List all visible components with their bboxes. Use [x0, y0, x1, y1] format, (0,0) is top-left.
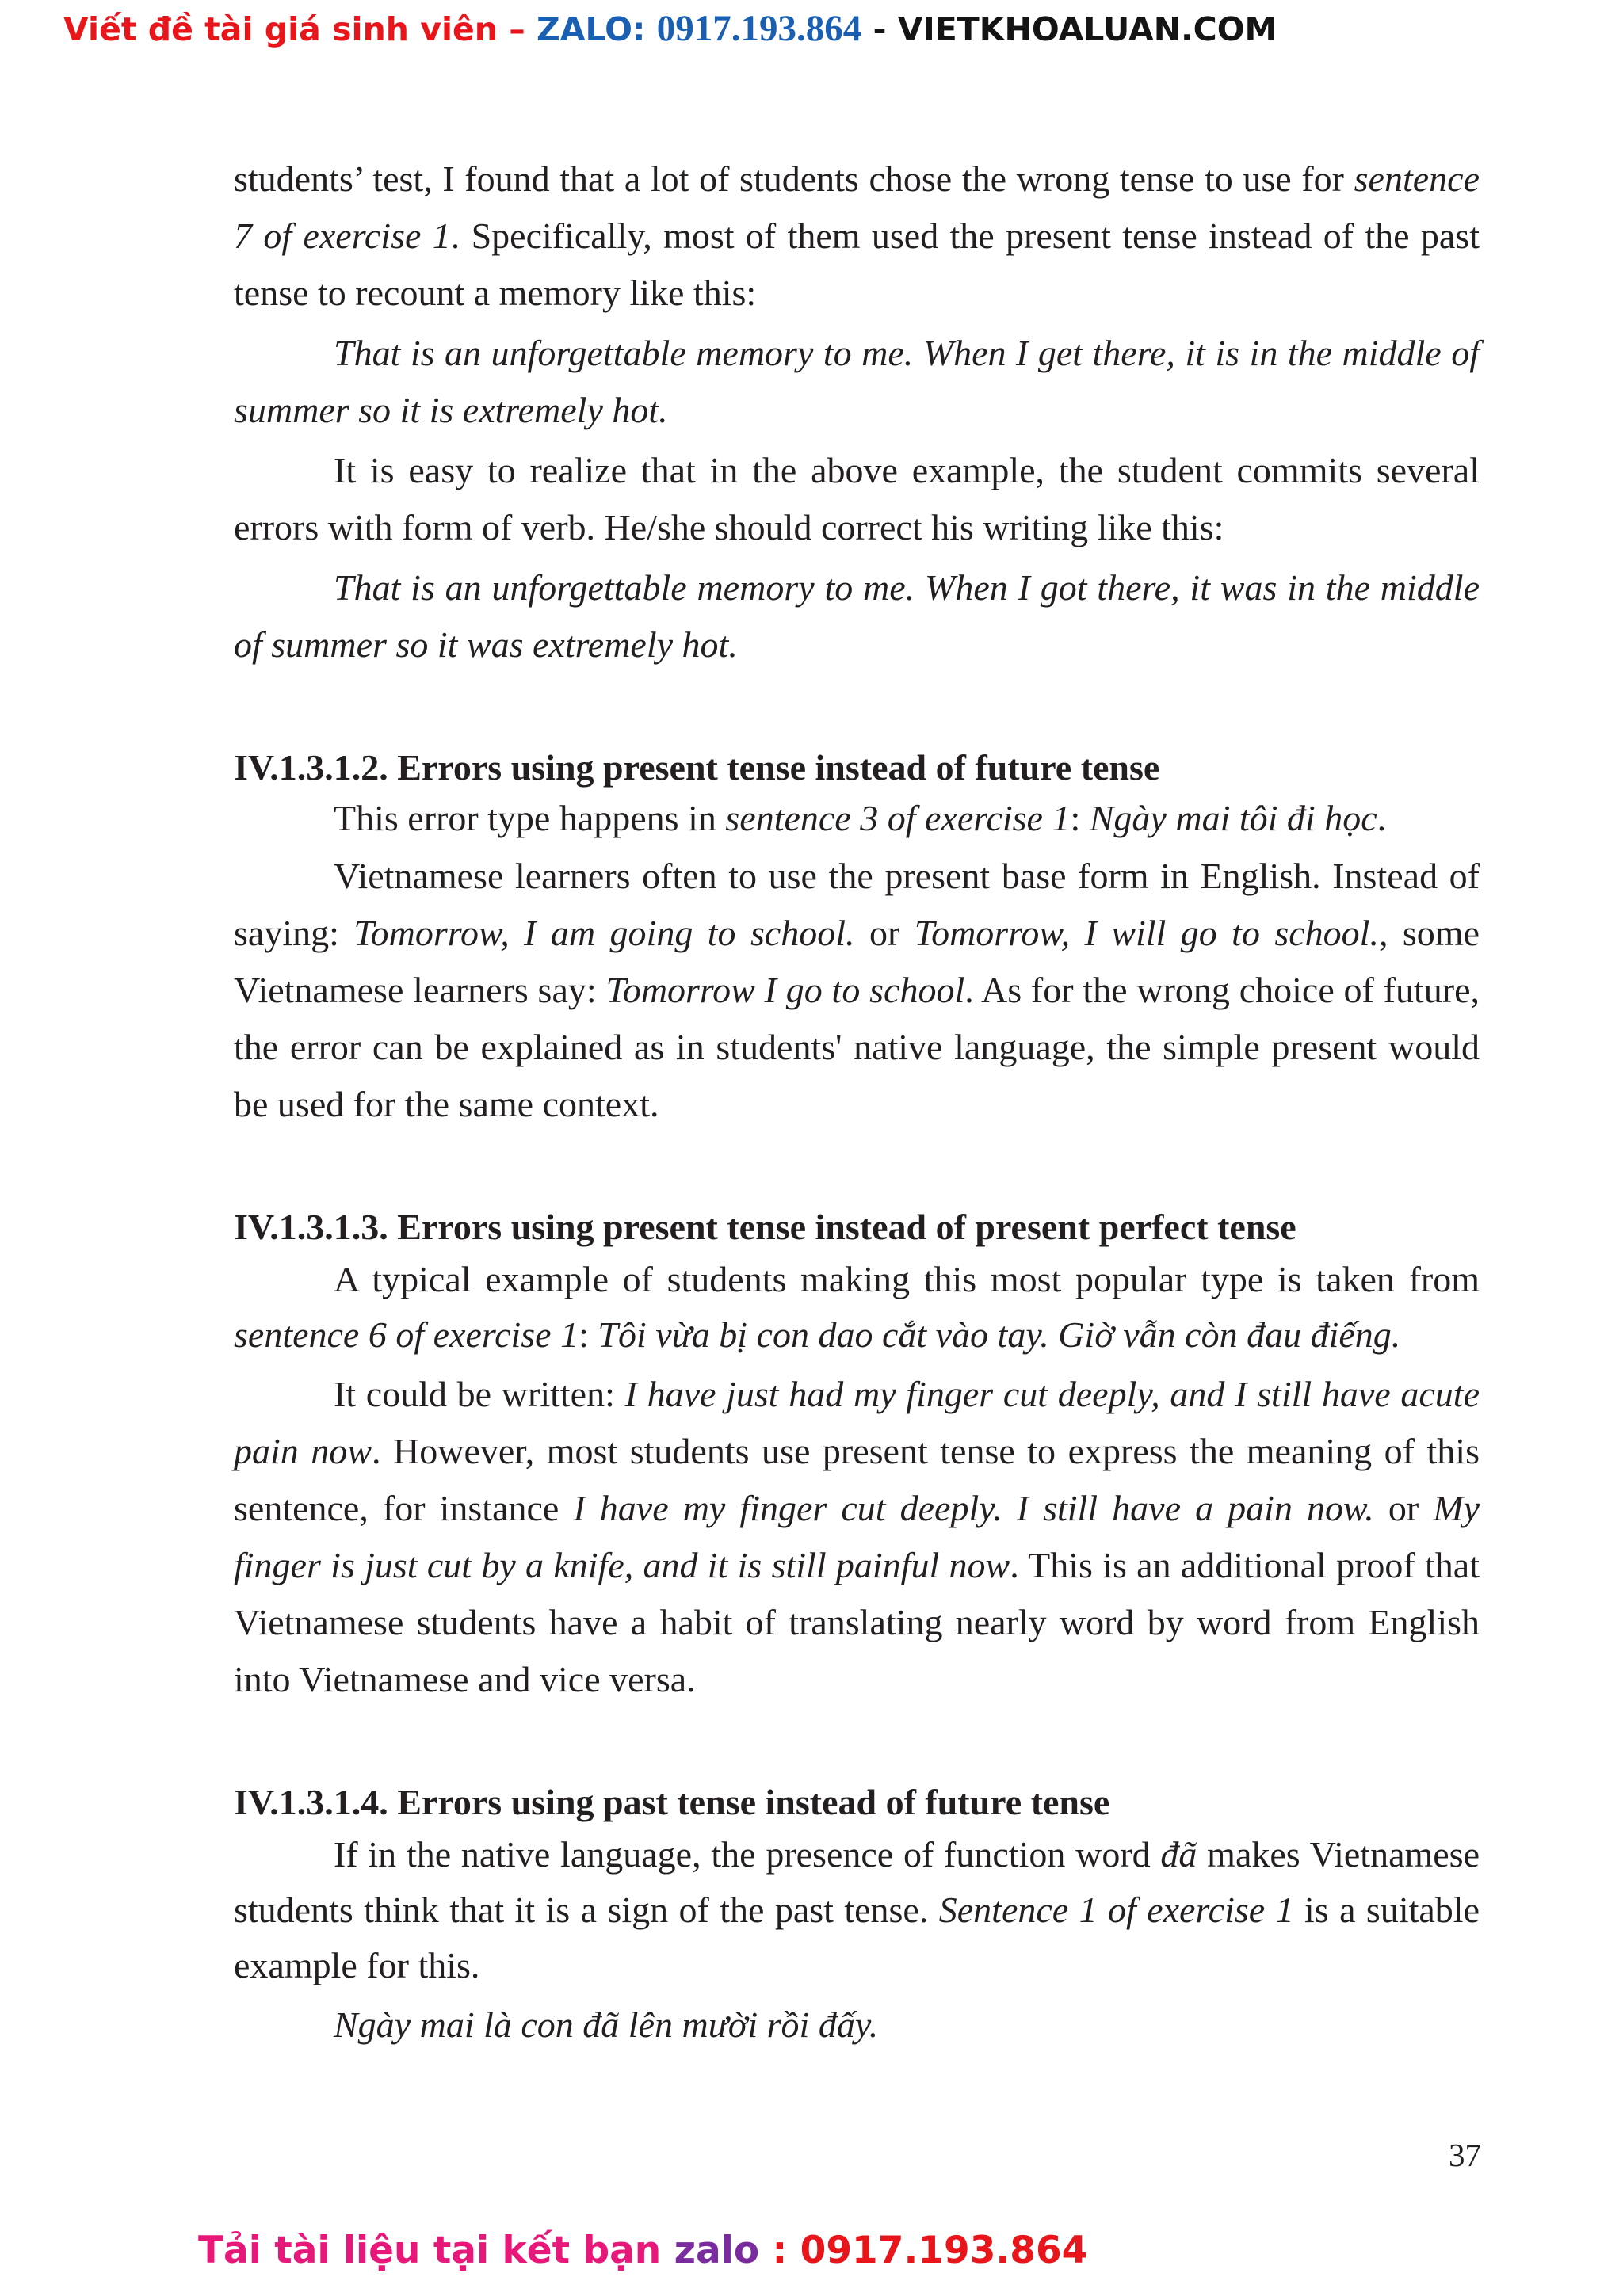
text-italic: Tomorrow, I will go to school. — [914, 913, 1379, 953]
paragraph — [234, 1252, 1480, 1363]
text: : — [579, 1314, 598, 1355]
text: or — [1373, 1488, 1434, 1528]
text: . As for the wrong choice of future, the error can be explained as in students' native language, the simple present would be used for the same context. — [234, 970, 1480, 1124]
text: It could be written: — [334, 1374, 625, 1414]
text-italic: sentence 3 of exercise 1 — [725, 798, 1071, 838]
text: students’ test, I found that a lot of students chose the wrong tense to use for — [234, 158, 1354, 199]
text-italic: Tomorrow, I am going to school. — [353, 913, 855, 953]
text-italic: Ngày mai là con đã lên mười rồi đấy. — [334, 2004, 879, 2045]
text: A typical example of students making this most popular type is taken from — [334, 1259, 1480, 1299]
text-italic: Sentence 1 of exercise 1 — [938, 1890, 1294, 1930]
text: . Specifically, most of them used the present tense instead of the past tense to recount a memory like this: — [234, 215, 1480, 313]
paragraph — [234, 442, 1480, 556]
paragraph — [234, 1827, 1480, 1993]
header-zalo-label: ZALO: — [537, 10, 657, 48]
paragraph — [234, 151, 1480, 322]
paragraph — [234, 1366, 1480, 1708]
header-phone: 0917.193.864 — [656, 8, 862, 49]
footer-phone: : 0917.193.864 — [759, 2229, 1088, 2272]
text-italic: My finger is just cut by a knife, and it is still painful now — [234, 1488, 1480, 1585]
section-heading: IV.1.3.1.4. Errors using past tense instead of future tense — [234, 1782, 1110, 1822]
text-italic: I have just had my finger cut deeply, and I still have acute pain now — [234, 1374, 1480, 1471]
header-banner — [63, 5, 1569, 53]
text-italic: That is an unforgettable memory to me. When I got there, it was in the middle of summer so it was extremely hot. — [234, 567, 1480, 665]
paragraph — [234, 792, 1480, 845]
text: It is easy to realize that in the above example, the student commits several errors with form of verb. He/she should correct his writing like this: — [234, 450, 1480, 547]
header-site: - VIETKHOALUAN.COM — [861, 10, 1277, 48]
footer-banner — [198, 2225, 1466, 2277]
header-title: Viết đề tài giá sinh viên – — [63, 10, 537, 48]
text: This error type happens in — [334, 798, 726, 838]
text: makes Vietnamese students think that it is a sign of the past tense. — [234, 1834, 1480, 1930]
section-heading: IV.1.3.1.2. Errors using present tense instead of future tense — [234, 747, 1160, 788]
text-italic: Ngày mai tôi đi học — [1089, 798, 1377, 838]
text-italic: That is an unforgettable memory to me. When I get there, it is in the middle of summer so it is extremely hot. — [234, 333, 1480, 430]
text: . — [1377, 798, 1387, 838]
example-paragraph — [234, 1997, 1480, 2054]
text-italic: Tôi vừa bị con dao cắt vào tay. Giờ vẫn còn đau điếng. — [598, 1314, 1401, 1355]
text: Vietnamese learners often to use the present base form in English. Instead of saying: — [234, 856, 1480, 953]
text-italic: I have my finger cut deeply. I still have a pain now. — [573, 1488, 1374, 1528]
text: , some Vietnamese learners say: — [234, 913, 1480, 1010]
text-italic: sentence 7 of exercise 1 — [234, 158, 1480, 256]
page-number: 37 — [1449, 2137, 1481, 2173]
text: : — [1070, 798, 1090, 838]
footer-text: Tải tài liệu tại kết bạn — [198, 2229, 674, 2272]
footer-zalo: zalo — [674, 2229, 760, 2272]
document-body — [234, 151, 1480, 2054]
text: is a suitable example for this. — [234, 1890, 1480, 1985]
text-italic: sentence 6 of exercise 1 — [234, 1314, 579, 1355]
text: or — [854, 913, 915, 953]
text-italic: Tomorrow I go to school — [605, 970, 965, 1010]
example-paragraph — [234, 559, 1480, 673]
text: . This is an additional proof that Vietnamese students have a habit of translating nearly word by word from English into Vietnamese and vice versa. — [234, 1545, 1480, 1699]
example-paragraph — [234, 325, 1480, 439]
text: . However, most students use present tense to express the meaning of this sentence, for instance — [234, 1431, 1480, 1528]
text: If in the native language, the presence of function word — [334, 1834, 1161, 1875]
text-italic: đã — [1160, 1834, 1197, 1875]
section-heading: IV.1.3.1.3. Errors using present tense instead of present perfect tense — [234, 1207, 1296, 1247]
paragraph — [234, 848, 1480, 1133]
